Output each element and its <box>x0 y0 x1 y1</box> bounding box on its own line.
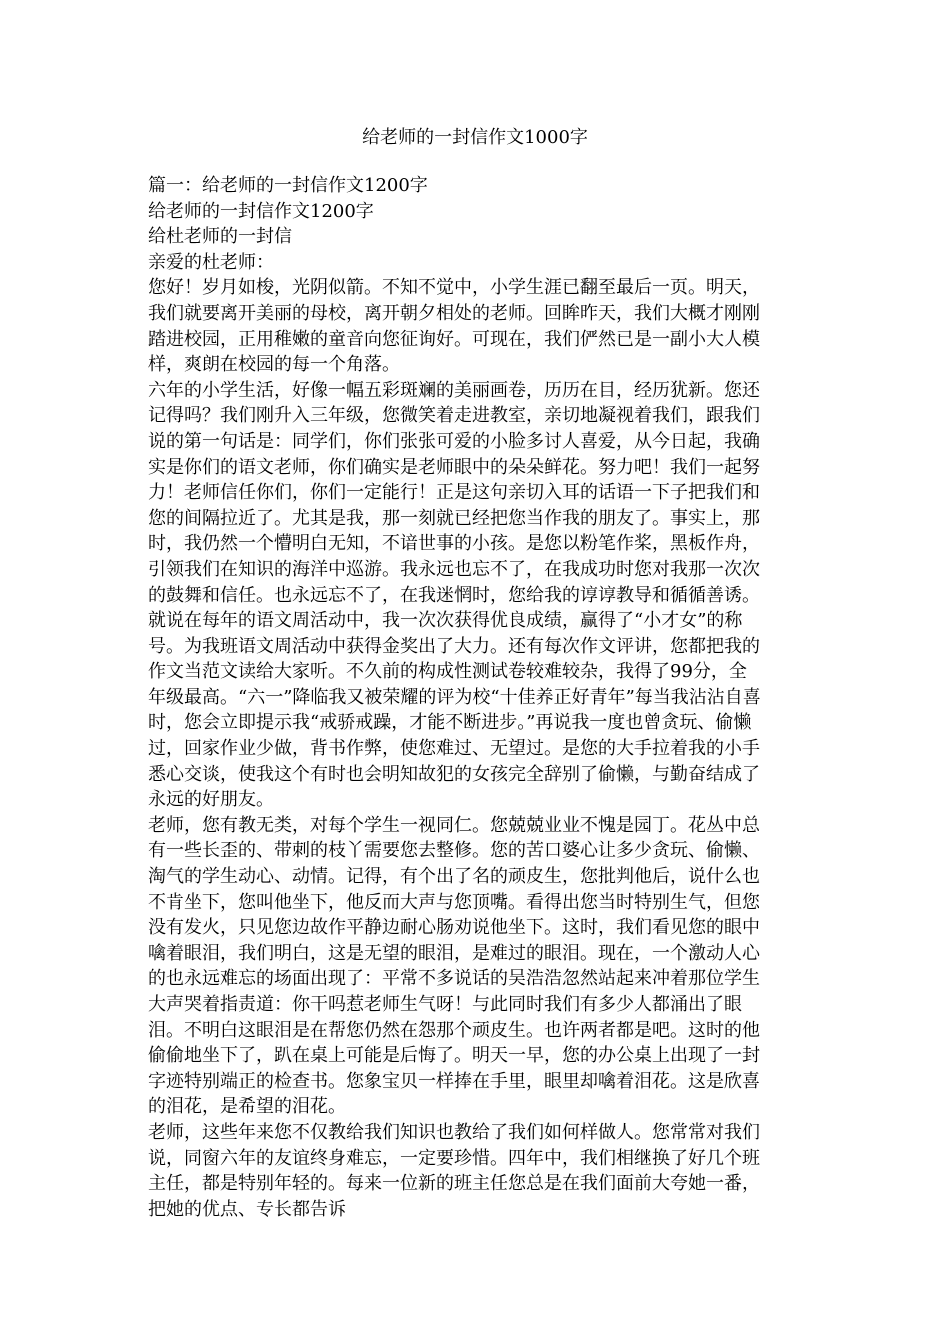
text-line: 实是你们的语文老师，你们确实是老师眼中的朵朵鲜花。努力吧！我们一起努 <box>148 456 760 478</box>
text-line: 力！老师信任你们，你们一定能行！正是这句亲切入耳的话语一下子把我们和 <box>148 482 760 504</box>
text-line: 时，我仍然一个懵明白无知，不谙世事的小孩。是您以粉笔作桨，黑板作舟， <box>148 533 760 555</box>
text-line: 有一些长歪的、带刺的枝丫需要您去整修。您的苦口婆心让多少贪玩、偷懒、 <box>148 840 760 862</box>
text-line: 给老师的一封信作文1200字 <box>148 200 374 222</box>
text-line: 样，爽朗在校园的每一个角落。 <box>148 354 400 376</box>
text-line: 时，您会立即提示我“戒骄戒躁，才能不断进步。”再说我一度也曾贪玩、偷懒 <box>148 712 752 734</box>
text-line: 淘气的学生动心、动情。记得，有个出了名的顽皮生，您批判他后，说什么也 <box>148 866 760 888</box>
text-line: 篇一：给老师的一封信作文1200字 <box>148 175 428 196</box>
text-line: 噙着眼泪，我们明白，这是无望的眼泪，是难过的眼泪。现在，一个激动人心 <box>148 942 760 964</box>
text-line: 引领我们在知识的海洋中巡游。我永远也忘不了，在我成功时您对我那一次次 <box>148 558 760 580</box>
document-title: 给老师的一封信作文1000字 <box>362 127 588 148</box>
text-line: 您好！岁月如梭，光阴似箭。不知不觉中，小学生涯已翻至最后一页。明天， <box>148 277 760 299</box>
text-line: 记得吗？我们刚升入三年级，您微笑着走进教室，亲切地凝视着我们，跟我们 <box>148 405 760 427</box>
text-line: 悉心交谈，使我这个有时也会明知故犯的女孩完全辞别了偷懒，与勤奋结成了 <box>148 763 760 785</box>
text-line: 字迹特别端正的检查书。您象宝贝一样捧在手里，眼里却噙着泪花。这是欣喜 <box>148 1070 760 1092</box>
text-line: 就说在每年的语文周活动中，我一次次获得优良成绩，赢得了“小才女”的称 <box>148 610 743 632</box>
text-line: 说，同窗六年的友谊终身难忘，一定要珍惜。四年中，我们相继换了好几个班 <box>148 1147 760 1169</box>
text-line: 给杜老师的一封信 <box>148 226 292 248</box>
text-line: 把她的优点、专长都告诉 <box>148 1198 346 1220</box>
text-line: 号。为我班语文周活动中获得金奖出了大力。还有每次作文评讲，您都把我的 <box>148 635 760 657</box>
text-line: 年级最高。“六一”降临我又被荣耀的评为校“十佳养正好青年”每当我沾沾自喜 <box>148 686 761 708</box>
text-line: 踏进校园，正用稚嫩的童音向您征询好。可现在，我们俨然已是一副小大人模 <box>148 328 760 350</box>
text-line: 您的间隔拉近了。尤其是我，那一刻就已经把您当作我的朋友了。事实上，那 <box>148 507 760 529</box>
text-line: 的泪花，是希望的泪花。 <box>148 1096 346 1118</box>
text-line: 说的第一句话是：同学们，你们张张可爱的小脸多讨人喜爱，从今日起，我确 <box>148 430 760 452</box>
text-line: 六年的小学生活，好像一幅五彩斑斓的美丽画卷，历历在目，经历犹新。您还 <box>148 379 760 401</box>
text-line: 老师，您有教无类，对每个学生一视同仁。您兢兢业业不愧是园丁。花丛中总 <box>148 814 760 836</box>
document-body <box>148 173 810 1222</box>
text-line: 亲爱的杜老师： <box>148 251 274 273</box>
text-line: 过，回家作业少做，背书作弊，使您难过、无望过。是您的大手拉着我的小手 <box>148 738 760 760</box>
text-line: 偷偷地坐下了，趴在桌上可能是后悔了。明天一早，您的办公桌上出现了一封 <box>148 1045 760 1067</box>
text-line: 的鼓舞和信任。也永远忘不了，在我迷惘时，您给我的谆谆教导和循循善诱。 <box>148 584 760 606</box>
text-line: 的也永远难忘的场面出现了：平常不多说话的吴浩浩忽然站起来冲着那位学生 <box>148 968 760 990</box>
text-line: 作文当范文读给大家听。不久前的构成性测试卷较难较杂，我得了99分，全 <box>148 661 747 683</box>
text-line: 永远的好朋友。 <box>148 789 274 811</box>
text-line: 泪。不明白这眼泪是在帮您仍然在怨那个顽皮生。也许两者都是吧。这时的他 <box>148 1019 760 1041</box>
text-line: 老师，这些年来您不仅教给我们知识也教给了我们如何样做人。您常常对我们 <box>148 1121 760 1143</box>
text-line: 没有发火，只见您边故作平静边耐心肠劝说他坐下。这时，我们看见您的眼中 <box>148 917 760 939</box>
text-line: 主任，都是特别年轻的。每来一位新的班主任您总是在我们面前大夸她一番， <box>148 1173 760 1195</box>
text-line: 我们就要离开美丽的母校，离开朝夕相处的老师。回眸昨天，我们大概才刚刚 <box>148 302 760 324</box>
text-line: 不肯坐下，您叫他坐下，他反而大声与您顶嘴。看得出您当时特别生气，但您 <box>148 891 760 913</box>
text-line: 大声哭着指责道：你干吗惹老师生气呀！与此同时我们有多少人都涌出了眼 <box>148 994 742 1015</box>
